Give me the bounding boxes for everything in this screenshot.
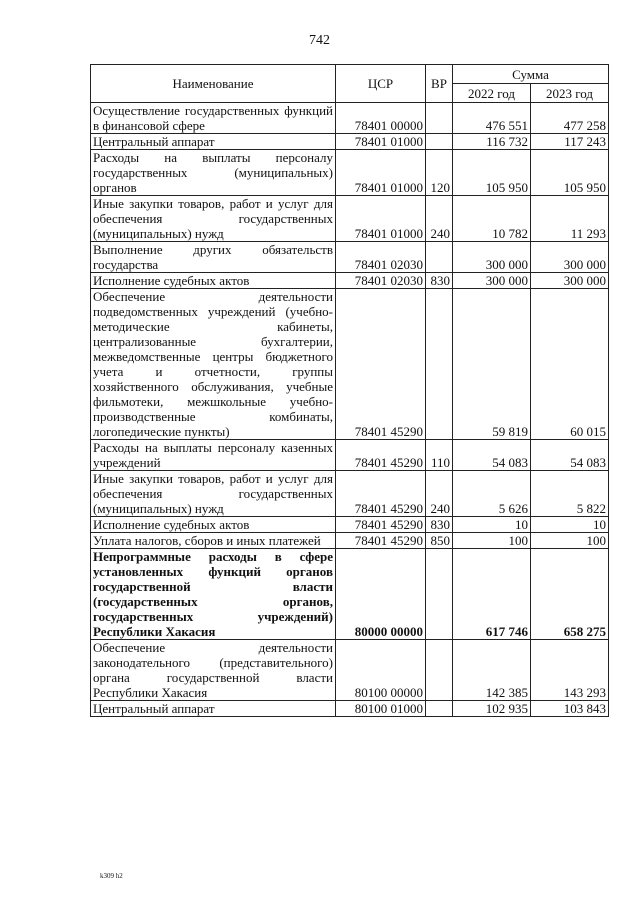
row-csr: 78401 01000 bbox=[336, 196, 426, 242]
row-name: Обеспечение деятельности подведомственных учреждений (учебно-методические кабинеты, централизованные бухгалтерии, межведомственные центры бюджетного учета и отчетности, группы хозяйственного обслуживания, учебные фильмотеки, межшкольные учебно-производственные комбинаты, логопедические пункты) bbox=[91, 289, 336, 440]
row-sum-2023: 143 293 bbox=[531, 640, 609, 701]
row-name: Центральный аппарат bbox=[91, 701, 336, 717]
row-name: Расходы на выплаты персоналу казенных учреждений bbox=[91, 440, 336, 471]
row-vr: 120 bbox=[426, 150, 453, 196]
budget-table bbox=[90, 64, 609, 717]
table-row bbox=[91, 471, 609, 517]
table-row bbox=[91, 134, 609, 150]
table-row bbox=[91, 196, 609, 242]
row-sum-2022: 617 746 bbox=[453, 549, 531, 640]
row-sum-2023: 300 000 bbox=[531, 273, 609, 289]
table-row bbox=[91, 517, 609, 533]
row-csr: 78401 45290 bbox=[336, 517, 426, 533]
row-name: Исполнение судебных актов bbox=[91, 273, 336, 289]
row-sum-2023: 100 bbox=[531, 533, 609, 549]
row-sum-2023: 54 083 bbox=[531, 440, 609, 471]
row-csr: 80000 00000 bbox=[336, 549, 426, 640]
row-sum-2022: 102 935 bbox=[453, 701, 531, 717]
row-sum-2023: 477 258 bbox=[531, 103, 609, 134]
row-vr bbox=[426, 701, 453, 717]
row-vr: 240 bbox=[426, 471, 453, 517]
table-row bbox=[91, 242, 609, 273]
row-name: Иные закупки товаров, работ и услуг для обеспечения государственных (муниципальных) нужд bbox=[91, 196, 336, 242]
row-csr: 78401 01000 bbox=[336, 150, 426, 196]
row-vr bbox=[426, 134, 453, 150]
row-vr: 830 bbox=[426, 517, 453, 533]
table-body bbox=[91, 103, 609, 717]
row-sum-2022: 300 000 bbox=[453, 242, 531, 273]
row-sum-2022: 59 819 bbox=[453, 289, 531, 440]
table-row bbox=[91, 103, 609, 134]
table-row bbox=[91, 549, 609, 640]
table-row bbox=[91, 289, 609, 440]
row-vr: 110 bbox=[426, 440, 453, 471]
row-name: Иные закупки товаров, работ и услуг для обеспечения государственных (муниципальных) нужд bbox=[91, 471, 336, 517]
page-number: 742 bbox=[309, 33, 330, 48]
row-name: Непрограммные расходы в сфере установленных функций органов государственной власти (государственных органов, государственных учреждений) Республики Хакасия bbox=[91, 549, 336, 640]
row-sum-2023: 10 bbox=[531, 517, 609, 533]
row-sum-2023: 300 000 bbox=[531, 242, 609, 273]
header-csr: ЦСР bbox=[336, 65, 426, 103]
header-sum: Сумма bbox=[453, 65, 609, 84]
row-csr: 80100 00000 bbox=[336, 640, 426, 701]
row-sum-2023: 11 293 bbox=[531, 196, 609, 242]
row-name: Обеспечение деятельности законодательного (представительного) органа государственной власти Республики Хакасия bbox=[91, 640, 336, 701]
header-year-2023: 2023 год bbox=[531, 84, 609, 103]
row-name: Выполнение других обязательств государства bbox=[91, 242, 336, 273]
table-row bbox=[91, 533, 609, 549]
row-name: Расходы на выплаты персоналу государственных (муниципальных) органов bbox=[91, 150, 336, 196]
row-vr bbox=[426, 103, 453, 134]
row-csr: 78401 45290 bbox=[336, 533, 426, 549]
row-vr bbox=[426, 289, 453, 440]
row-vr: 240 bbox=[426, 196, 453, 242]
row-sum-2022: 5 626 bbox=[453, 471, 531, 517]
row-csr: 78401 45290 bbox=[336, 440, 426, 471]
row-sum-2023: 105 950 bbox=[531, 150, 609, 196]
row-csr: 78401 45290 bbox=[336, 289, 426, 440]
table-row bbox=[91, 701, 609, 717]
row-vr: 830 bbox=[426, 273, 453, 289]
row-name: Центральный аппарат bbox=[91, 134, 336, 150]
table-row bbox=[91, 440, 609, 471]
row-sum-2022: 100 bbox=[453, 533, 531, 549]
row-sum-2022: 476 551 bbox=[453, 103, 531, 134]
header-vr: ВР bbox=[426, 65, 453, 103]
table-row bbox=[91, 150, 609, 196]
row-vr: 850 bbox=[426, 533, 453, 549]
row-sum-2022: 105 950 bbox=[453, 150, 531, 196]
row-sum-2023: 117 243 bbox=[531, 134, 609, 150]
row-sum-2022: 142 385 bbox=[453, 640, 531, 701]
row-name: Осуществление государственных функций в финансовой сфере bbox=[91, 103, 336, 134]
row-name: Уплата налогов, сборов и иных платежей bbox=[91, 533, 336, 549]
row-sum-2022: 300 000 bbox=[453, 273, 531, 289]
row-sum-2023: 60 015 bbox=[531, 289, 609, 440]
row-sum-2022: 10 782 bbox=[453, 196, 531, 242]
row-sum-2023: 5 822 bbox=[531, 471, 609, 517]
row-csr: 78401 02030 bbox=[336, 242, 426, 273]
row-csr: 78401 01000 bbox=[336, 134, 426, 150]
row-csr: 78401 45290 bbox=[336, 471, 426, 517]
table-header-row bbox=[91, 65, 609, 84]
row-csr: 78401 02030 bbox=[336, 273, 426, 289]
row-csr: 80100 01000 bbox=[336, 701, 426, 717]
row-vr bbox=[426, 242, 453, 273]
table-row bbox=[91, 640, 609, 701]
row-sum-2022: 54 083 bbox=[453, 440, 531, 471]
footer-code: k309 h2 bbox=[100, 872, 123, 880]
header-year-2022: 2022 год bbox=[453, 84, 531, 103]
row-name: Исполнение судебных актов bbox=[91, 517, 336, 533]
header-name: Наименование bbox=[91, 65, 336, 103]
row-csr: 78401 00000 bbox=[336, 103, 426, 134]
table-row bbox=[91, 273, 609, 289]
row-sum-2023: 658 275 bbox=[531, 549, 609, 640]
row-vr bbox=[426, 549, 453, 640]
row-sum-2023: 103 843 bbox=[531, 701, 609, 717]
row-sum-2022: 116 732 bbox=[453, 134, 531, 150]
row-sum-2022: 10 bbox=[453, 517, 531, 533]
row-vr bbox=[426, 640, 453, 701]
